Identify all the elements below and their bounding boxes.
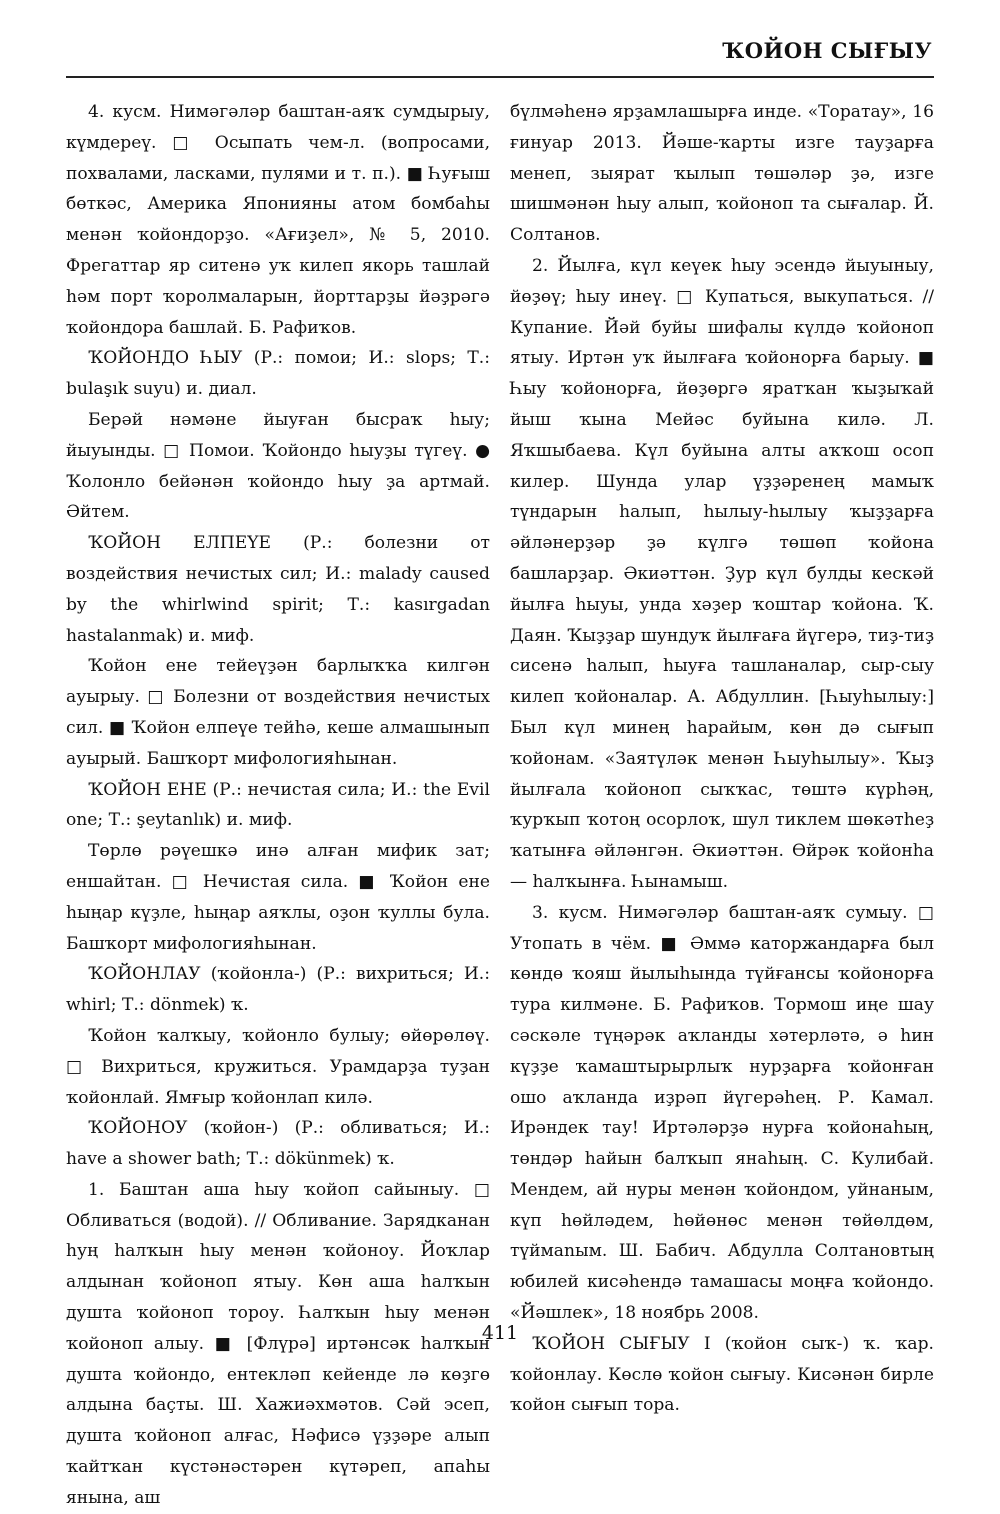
entry-headword: ҠОЙОН ЕЛПЕҮЕ (Р.: болезни от воздействия нечистых сил; И.: malady caused by the whirlwind spirit; Т.: kasırgadan hastalanmak) и. миф. xyxy=(66,533,490,646)
entry-headword: ҠОЙОНДО ҺЫУ (Р.: помои; И.: slops; Т.: bulaşık suyu) и. диал. xyxy=(66,348,490,400)
entry-paragraph: Төрлө рәүешкә инә алған мифик зат; еншайтан. □ Нечистая сила. ■ Ҡойон ене һыңар күҙле, һыңар аяҡлы, оҙон ҡуллы була. Башҡорт мифологияһынан. xyxy=(66,841,490,954)
entry-paragraph: бүлмәһенә ярҙамлашырға инде. «Торатау», 16 ғинуар 2013. Йәше-ҡарты изге тауҙарға менеп, зыярат ҡылып төшәләр ҙә, изге шишмәнән һыу алып, ҡойоноп та сығалар. Й. Солтанов. xyxy=(510,102,934,246)
entry-paragraph: Берәй нәмәне йыуған бысраҡ һыу; йыуынды. □ Помои. Ҡойондо һыуҙы түгеү. ● Ҡолонло бейәнән ҡойондо һыу ҙа артмай. Әйтем. xyxy=(66,409,490,523)
header-rule xyxy=(66,76,934,78)
running-title: ҠОЙОН СЫҒЫУ xyxy=(722,38,932,63)
page-number: 411 xyxy=(481,1322,519,1344)
entry-paragraph: 4. кусм. Нимәгәләр баштан-аяҡ сумдырыу, күмдереү. □ Осыпать чем-л. (вопросами, похвалами, ласками, пулями и т. п.). ■ Һуғыш бөткәс, Америка Японияны атом бомбаһы менән ҡойондорҙо. «Ағиҙел», № 5, 2010. Фрегаттар яр ситенә уҡ килеп якорь ташлай һәм порт ҡоролмаларын, йорттарҙы йәҙрәгә ҡойондора башлай. Б. Рафиҡов. xyxy=(66,102,490,338)
left-column xyxy=(66,97,490,1514)
entry-headword: ҠОЙОН ЕНЕ (Р.: нечистая сила; И.: the Evil one; Т.: şeytanlık) и. миф. xyxy=(66,779,490,831)
entry-paragraph: Ҡойон ҡалҡыу, ҡойонло булыу; өйөрөлөү. □ Вихриться, кружиться. Урамдарҙа туҙан ҡойонлай. Ямғыр ҡойонлап килә. xyxy=(66,1025,490,1108)
entry-paragraph: 2. Йылға, күл кеүек һыу эсендә йыуыныу, йөҙөү; һыу инеү. □ Купаться, выкупаться. // Купание. Йәй буйы шифалы күлдә ҡойоноп ятыу. Иртән уҡ йылғаға ҡойонорға барыу. ■ Һыу ҡойонорға, йөҙөргә яратҡан ҡыҙыҡай йыш ҡына Мейәс буйына килә. Л. Яҡшыбаева. Күл буйына алты аҡҡош осоп килер. Шунда улар үҙҙәренең мамыҡ түндарын һалып, һылыу-һылыу ҡыҙҙарға әйләнерҙәр ҙә күлгә төшөп ҡойона башларҙар. Әкиәттән. Ҙур күл булды кескәй йылға һыуы, унда хәҙер ҡоштар ҡойона. Ҡ. Даян. Ҡыҙҙар шундуҡ йылғаға йүгерә, тиҙ-тиҙ сисенә һалып, һыуға ташланалар, сыр-сыу килеп ҡойоналар. А. Абдуллин. [Һыуһылыу:] Был күл минең һарайым, көн дә сығып ҡойонам. «Заятүләк менән Һыуһылыу». Ҡыҙ йылғала ҡойоноп сыҡҡас, төштә күрһәң, ҡурҡып ҡотоң осорлоҡ, шул тиклем шөкәтһеҙ ҡатынға әйләнгән. Әкиәттән. Өйрәк ҡойонһа — һалҡынға. Һынамыш. xyxy=(510,255,934,892)
entry-paragraph: 3. кусм. Нимәгәләр баштан-аяҡ сумыу. □ Утопать в чём. ■ Әммә каторжандарға был көндө ҡояш йылыһында түйғансы ҡойонорға тура килмәне. Б. Рафиҡов. Тормош иңе шау сәскәле түңәрәк аҡланды хәтерләтә, ә һин күҙҙе ҡамаштырырлыҡ нурҙарға ҡойонған ошо аҡланда иҙрәп йүгерәһең. Р. Камал. Ирәндек тау! Иртәләрҙә нурға ҡойонаһың, төндәр һайын балҡып янаһың. С. Кулибай. Мендем, ай нуры менән ҡойондом, уйнаным, күп һөйләдем, һөйөнөс менән төйөлдөм, түймаnым. Ш. Бабич. Абдулла Солтановтың юбилей кисәһендә тамашасы моңға ҡойондо. «Йәшлек», 18 ноябрь 2008. xyxy=(510,902,934,1324)
entry-headword: ҠОЙОНОУ (ҡойон-) (Р.: обливаться; И.: have a shower bath; Т.: dökünmek) ҡ. xyxy=(66,1118,490,1170)
entry-headword: ҠОЙОНЛАУ (ҡойонла-) (Р.: вихриться; И.: whirl; Т.: dönmek) ҡ. xyxy=(66,964,490,1016)
entry-headword: ҠОЙОН СЫҒЫУ I (ҡойон сыҡ-) ҡ. ҡар. ҡойонлау. Көслө ҡойон сығыу. Кисәнән бирле ҡойон сығып тора. xyxy=(510,1333,934,1416)
right-column xyxy=(510,97,934,1421)
entry-paragraph: 1. Баштан аша һыу ҡойоп сайыныу. □ Обливаться (водой). // Обливание. Зарядканан һуң һалҡын һыу менән ҡойоноу. Йоҡлар алдынан ҡойоноп ятыу. Көн аша һалҡын душта ҡойоноп тороу. Һалҡын һыу менән ҡойоноп алыу. ■ [Флүрә] иртәнсәк һалҡын душта ҡойондо, ентекләп кейенде лә көҙгө алдына баҫты. Ш. Хажиәхмәтов. Сәй эсеп, душта ҡойоноп алғас, Нәфисә үҙҙәре алып ҡайтҡан күстәнәстәрен күтәреп, апаһы янына, аш xyxy=(66,1179,490,1508)
entry-paragraph: Ҡойон ене тейеүҙән барлыҡҡа килгән ауырыу. □ Болезни от воздействия нечистых сил. ■ Ҡойон елпеүе тейһә, кеше алмашынып ауырый. Башҡорт мифологияһынан. xyxy=(66,656,490,769)
